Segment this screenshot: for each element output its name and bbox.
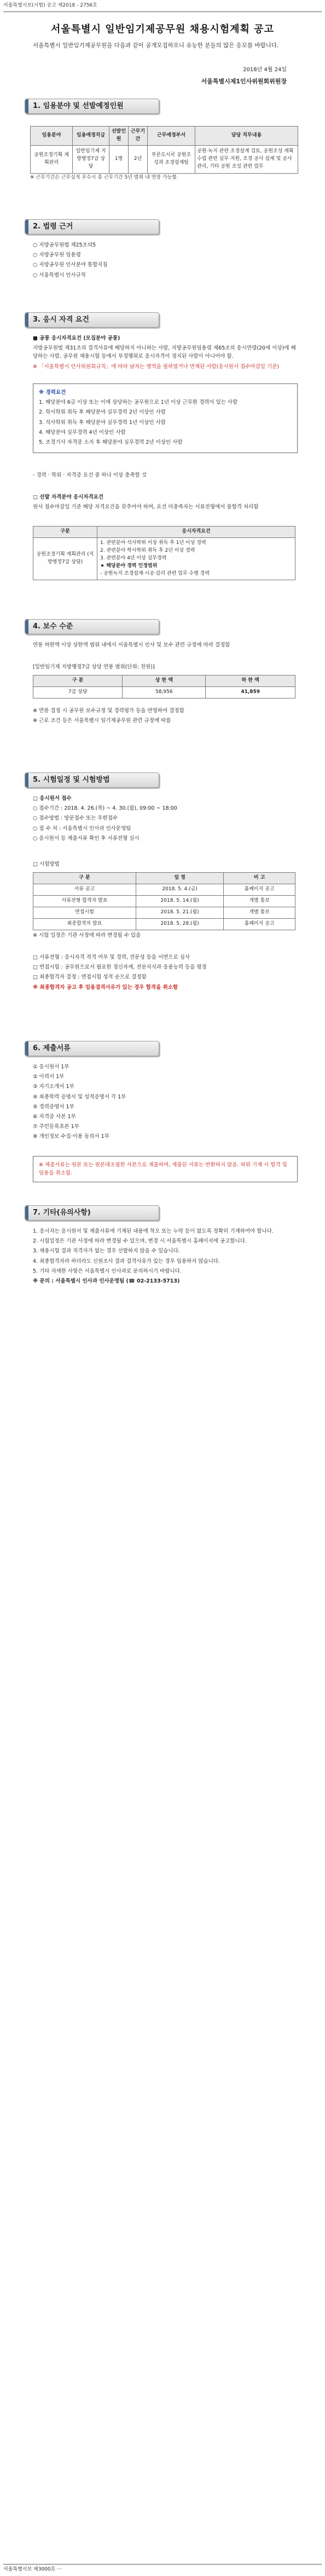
section-1-heading: 1. 임용분야 및 선발예정인원 (25, 99, 159, 114)
schedule-note: ※ 시험 일정은 기관 사정에 따라 변경될 수 있음 (33, 932, 141, 938)
cell: 2018. 5. 21.(월) (136, 907, 223, 918)
cell: 2018. 5. 28.(월) (136, 918, 223, 930)
col-lower: 하 한 액 (206, 676, 295, 687)
col-duties: 담당 직무내용 (195, 127, 298, 146)
table-row (33, 895, 295, 907)
cell: 개별 통보 (224, 907, 295, 918)
list-item: ⑦ 주민등록초본 1부 (33, 1124, 79, 1130)
list-item: ② 이력서 1부 (33, 1074, 65, 1080)
list-item: 2. 시험일정은 기관 사정에 따라 변경될 수 있으며, 변경 시 서울특별시 홈페이지에 공고합니다. (33, 1238, 247, 1245)
contact-info: ※ 문의 : 서울특별시 인사과 인사운영팀 (☎ 02-2133-5713) (33, 1278, 180, 1284)
requirement-dash-note: - 경력 · 학위 · 자격증 요건 중 하나 이상 충족할 것 (33, 472, 147, 478)
common-eligibility (33, 334, 298, 373)
field-eligibility-table (33, 526, 295, 580)
cell-period: 2년 (129, 145, 148, 173)
list-item: ④ 최종학력 증명서 및 성적증명서 각 1부 (33, 1094, 126, 1100)
note-item: ※ 연봉 결정 시 공무원 보수규정 및 경력평가 등을 반영하여 결정함 (33, 708, 184, 714)
pay-table-title: [일반임기제 지방행정7급 상당 연봉 범위(단위: 천원)] (33, 664, 155, 670)
cell: 홈페이지 공고 (224, 918, 295, 930)
list-item: ○ 지방공무원 인사분야 통합지침 (33, 262, 108, 268)
list-item: 5. 조경기사 자격증 소지 후 해당분야 실무경력 2년 이상인 사람 (39, 439, 183, 445)
announcement-date: 2018년 4월 24일 (243, 67, 287, 73)
list-item: 5. 기타 자세한 사항은 서울특별시 인사과로 문의하시기 바랍니다. (33, 1268, 182, 1274)
table-row (33, 907, 295, 918)
cell: 최종합격자 발표 (33, 918, 136, 930)
cell-lower: 41,859 (206, 686, 295, 698)
list-item: ○ 접 수 처 : 서울특별시 인사과 인사운영팀 (33, 825, 131, 832)
col-grade: 임용예정직급 (73, 127, 109, 146)
field-eligibility-intro (33, 493, 298, 513)
legal-basis-list (33, 241, 298, 281)
common-text: 지방공무원법 제31조의 결격사유에 해당하지 아니하는 사람, 지방공무원임용령 제65조의 응시연령(20세 이상)에 해당하는 사람, 공무원 채용시험 등에서 부정행위로 응시자격이 정지된 사람이 아니어야 함. (33, 345, 296, 360)
cell-duties: 공원·녹지 관련 조경설계 검토, 공원조성 계획 수립 관련 실무 지원, 조경 공사 설계 및 공사 관리, 기타 공원 조성 관련 업무 (195, 145, 298, 173)
table-header-row (33, 526, 295, 538)
gazette-footer: 서울특별시보 제3000호 ··· (3, 2564, 322, 2574)
list-item: ○ 응시원서 등 제출서류 확인 후 서류전형 실시 (33, 835, 140, 842)
col-dept: 근무예정부서 (148, 127, 195, 146)
required-docs-list (33, 1063, 298, 1143)
note-item: ※ 근로 조건 등은 서울특별시 임기제공무원 관련 규정에 따름 (33, 718, 171, 724)
final-decision: □ 최종합격자 결정 : 면접시험 성적 순으로 결정함 (33, 974, 147, 981)
cell: 서류 공고 (33, 884, 136, 895)
disqualification-note: ※ 최종합격자 공고 후 임용결격사유가 있는 경우 합격을 취소함 (33, 984, 178, 991)
list-item: ⑤ 경력증명서 1부 (33, 1103, 74, 1110)
col-category: 구분 (33, 526, 97, 538)
table-row (33, 686, 295, 698)
col-requirement: 응시자격요건 (97, 526, 295, 538)
list-item: 1. 해당분야 6급 이상 또는 이에 상당하는 공무원으로 1년 이상 근무한 경력이 있는 사람 (39, 399, 238, 406)
list-item: ○ 접수방법 : 방문접수 또는 우편접수 (33, 815, 118, 822)
field-eligibility-title: □ 선발 자격분야 응시자격요건 (33, 494, 104, 500)
cell-category: 공원조경기획 계획관리 (지방행정7급 상당) (33, 537, 97, 580)
military-note: ※ 「서울특별시 인사위원회규칙」에 따라 남자는 병역을 필하였거나 면제된 사람(응시원서 접수마감일 기준) (33, 363, 280, 370)
list-item: 3. 관련분야 4년 이상 실무경력 (100, 555, 167, 561)
col-upper: 상 한 액 (123, 676, 206, 687)
table-row (33, 884, 295, 895)
section-7-heading: 7. 기타(유의사항) (25, 1205, 159, 1221)
page-title: 서울특별시 일반임기제공무원 채용시험계획 공고 (51, 24, 274, 35)
exam-method-title: □ 시험방법 (33, 861, 60, 867)
table-header-row (33, 873, 295, 884)
common-title: ■ 공통 응시자격요건 (모집분야 공통) (33, 335, 120, 341)
col-period: 근무기간 (129, 127, 148, 146)
exam-steps (33, 953, 298, 993)
intake-title: □ 응시원서 접수 (33, 795, 72, 802)
cell-upper: 58,956 (123, 686, 206, 698)
list-item: ⑥ 자격증 사본 1부 (33, 1113, 76, 1120)
list-item: 1. 응시자는 응시원서 및 제출서류에 기재된 내용에 착오 또는 누락 등이 없도록 정확히 기재하여야 합니다. (33, 1228, 274, 1234)
pay-notes (33, 707, 298, 726)
section-5-heading: 5. 시험일정 및 시험방법 (25, 772, 159, 788)
document-screening: □ 서류전형 : 응시자격 적격 여부 및 경력, 전문성 등을 서면으로 심사 (33, 954, 190, 960)
list-item: 2. 학사학위 취득 후 해당분야 실무경력 2년 이상인 사람 (39, 409, 166, 416)
interview: □ 면접시험 : 공무원으로서 필요한 정신자세, 전문지식과 응용능력 등을 평정 (33, 964, 207, 971)
cell-requirements (97, 537, 295, 580)
col-stage: 구 분 (33, 873, 136, 884)
list-item: ★ 해당분야 경력 인정범위 (100, 563, 158, 569)
list-item: - 공원녹지 조경설계·시공·감리 관련 업무 수행 경력 (100, 570, 210, 576)
pay-text: 연봉 하한액 이상 상한액 범위 내에서 서울특별시 인사 및 보수 관련 규정에 따라 결정함 (33, 642, 230, 648)
cell-dept: 푸른도시국 공원조성과 조경설계팀 (148, 145, 195, 173)
list-item: ○ 서울특별시 인사규칙 (33, 272, 86, 278)
section-2-heading: 2. 법령 근거 (25, 219, 159, 234)
pay-table (33, 675, 295, 699)
experience-requirement-box (33, 383, 298, 453)
table-header-row (33, 676, 295, 687)
field-eligibility-text: 원서 접수마감일 기준 해당 자격요건을 갖추어야 하며, 요건 미충족자는 서류전형에서 불합격 처리함 (33, 504, 259, 511)
list-item: 3. 채용시험 결과 적격자가 없는 경우 선발하지 않을 수 있습니다. (33, 1248, 180, 1255)
application-intake (33, 794, 298, 844)
exam-schedule-table (33, 872, 295, 930)
issuing-organization: 서울특별시제1인사위원회위원장 (201, 78, 287, 85)
col-remark: 비 고 (224, 873, 295, 884)
box-title: ※ 경력요건 (39, 390, 66, 396)
table-row (33, 537, 295, 580)
list-item: 4. 해당분야 실무경력 4년 이상인 사람 (39, 429, 126, 436)
cell-field: 공원조경기획 계획관리 (31, 145, 73, 173)
cell: 서류전형 합격자 발표 (33, 895, 136, 907)
recruitment-table (30, 126, 298, 174)
cell: 면접시험 (33, 907, 136, 918)
list-item: ① 응시원서 1부 (33, 1064, 69, 1070)
col-count: 선발인원 (109, 127, 129, 146)
list-item: 2. 관련분야 학사학위 취득 후 2년 이상 경력 (100, 547, 195, 553)
title-block (0, 22, 325, 37)
table-header-row (31, 127, 298, 146)
term-note: ※ 근무기간은 근무실적 우수시 총 근무기간 5년 범위 내 연장 가능함. (30, 175, 178, 180)
list-item: ○ 접수기간 : 2018. 4. 26.(목) ~ 4. 30.(월), 09:00 ~ 18:00 (33, 805, 177, 812)
docs-warning-box: ※ 제출서류는 원본 또는 원본대조필한 사본으로 제출하며, 제출된 서류는 반환하지 않음. 허위 기재 시 합격 및 임용을 취소함. (33, 1156, 298, 1182)
col-field: 임용분야 (31, 127, 73, 146)
cell-count: 1명 (109, 145, 129, 173)
list-item: 1. 관련분야 석사학위 이상 취득 후 1년 이상 경력 (100, 540, 206, 546)
col-date: 일 정 (136, 873, 223, 884)
table-row (31, 145, 298, 173)
list-item: 3. 석사학위 취득 후 해당분야 실무경력 1년 이상인 사람 (39, 419, 166, 426)
cell: 개별 통보 (224, 895, 295, 907)
list-item: ○ 지방공무원 임용령 (33, 252, 81, 259)
table-row (33, 918, 295, 930)
list-item: ③ 자기소개서 1부 (33, 1084, 74, 1090)
intro-text: 서울특별시 일반임기제공무원을 다음과 같이 공개모집하오니 유능한 분들의 많은 응모를 바랍니다. (33, 42, 279, 49)
gazette-header: 서울특별시보(시험) 공고 제2018 - 2756호 (3, 2, 322, 12)
list-item: ○ 지방공무원법 제25조의5 (33, 242, 96, 248)
section-4-heading: 4. 보수 수준 (25, 619, 159, 634)
list-item: ⑧ 개인정보 수집·이용 동의서 1부 (33, 1134, 109, 1140)
cell: 홈페이지 공고 (224, 884, 295, 895)
section-3-heading: 3. 응시 자격 요건 (25, 312, 159, 328)
section-6-heading: 6. 제출서류 (25, 1041, 159, 1056)
cell: 2018. 5. 4.(금) (136, 884, 223, 895)
cell-grade: 일반임기제 지방행정7급 상당 (73, 145, 109, 173)
col-class: 구 분 (33, 676, 123, 687)
cell: 2018. 5. 14.(월) (136, 895, 223, 907)
notice-list (33, 1227, 298, 1287)
list-item: 4. 최종합격자라 하더라도 신원조사 결과 결격사유가 있는 경우 임용하지 않습니다. (33, 1258, 220, 1264)
cell-class: 7급 상당 (33, 686, 123, 698)
